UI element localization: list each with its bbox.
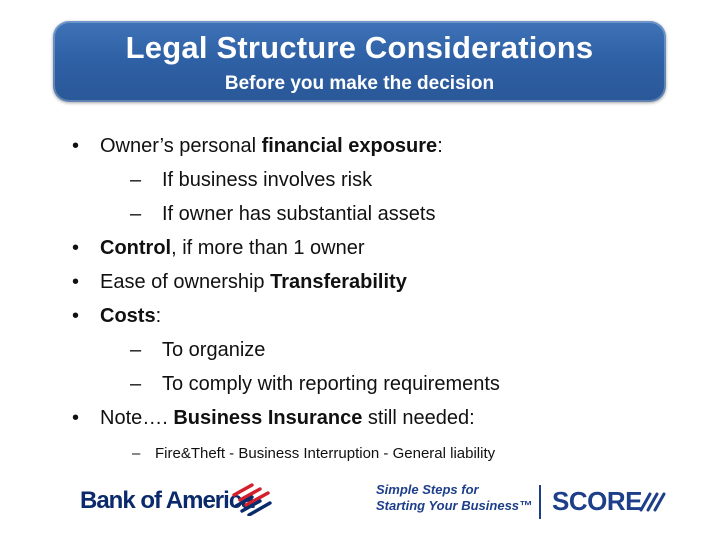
bullet-marker: • bbox=[72, 271, 80, 293]
sub-item: If owner has substantial assets bbox=[162, 203, 436, 225]
item-text: Note…. bbox=[100, 407, 174, 429]
tagline-line: Starting Your Business™ bbox=[376, 498, 533, 513]
title-banner bbox=[53, 21, 666, 102]
item-text: Ease of ownership bbox=[100, 271, 271, 293]
item-text: still needed: bbox=[362, 407, 475, 429]
item-bold-text: Transferability bbox=[270, 271, 407, 293]
item-text: Owner’s personal bbox=[100, 135, 262, 157]
list-item bbox=[100, 134, 443, 158]
slide-subtitle: Before you make the decision bbox=[224, 73, 495, 94]
dash-marker: – bbox=[130, 203, 142, 225]
item-bold-text: financial exposure bbox=[261, 135, 438, 157]
dash-marker: – bbox=[132, 445, 141, 462]
dash-marker: – bbox=[130, 169, 142, 191]
sub-item: To comply with reporting requirements bbox=[162, 373, 500, 395]
bullet-marker: • bbox=[72, 135, 80, 157]
list-item bbox=[100, 270, 407, 294]
item-bold-text: Control bbox=[100, 237, 172, 259]
score-branding bbox=[376, 482, 676, 522]
bank-of-america-logo bbox=[80, 482, 290, 522]
tagline-line: Simple Steps for bbox=[376, 482, 479, 497]
bullet-marker: • bbox=[72, 305, 80, 327]
dash-marker: – bbox=[130, 339, 142, 361]
slide-title: Legal Structure Considerations bbox=[125, 30, 594, 65]
logo-divider bbox=[539, 485, 541, 519]
sub-item: Fire&Theft - Business Interruption - General liability bbox=[155, 445, 496, 462]
item-bold-text: Business Insurance bbox=[173, 407, 363, 429]
sub-item: If business involves risk bbox=[162, 169, 373, 191]
sub-item: To organize bbox=[162, 339, 266, 361]
item-text: , if more than 1 owner bbox=[171, 237, 365, 259]
bank-logo-text: Bank of America bbox=[80, 487, 254, 514]
list-item bbox=[100, 406, 475, 430]
bullet-marker: • bbox=[72, 237, 80, 259]
score-swoosh-icon bbox=[638, 490, 666, 514]
score-logo-text: SCORE bbox=[552, 486, 642, 516]
dash-marker: – bbox=[130, 373, 142, 395]
item-text: : bbox=[437, 135, 443, 157]
bullet-marker: • bbox=[72, 407, 80, 429]
simple-steps-tagline bbox=[376, 482, 532, 514]
list-item bbox=[100, 304, 161, 328]
item-text: : bbox=[155, 305, 162, 327]
list-item bbox=[100, 236, 365, 260]
item-bold-text: Costs bbox=[100, 305, 156, 327]
bank-flag-icon bbox=[230, 482, 274, 516]
